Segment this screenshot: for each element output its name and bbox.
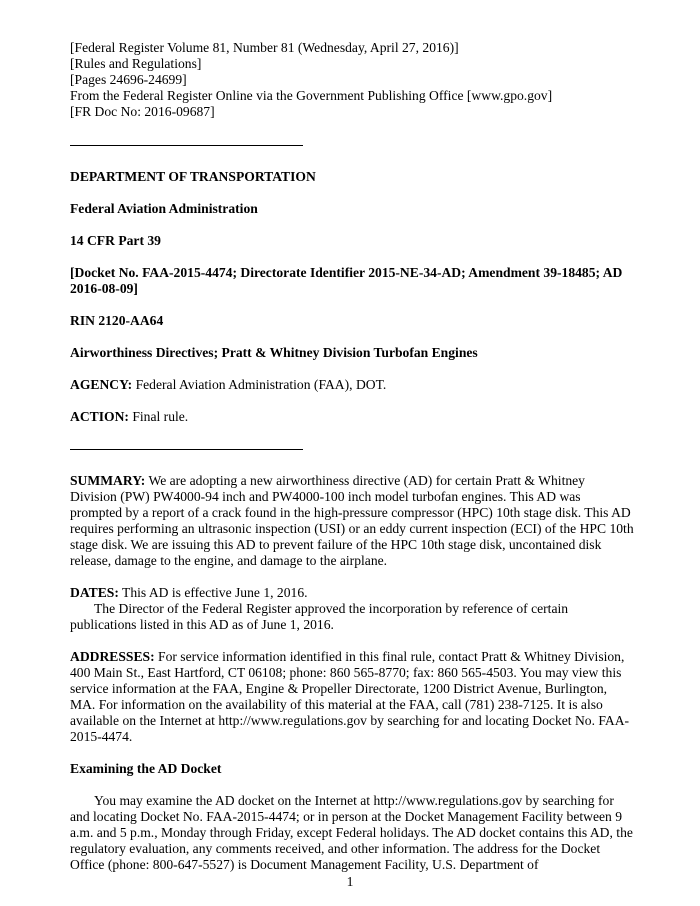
header-line: [Federal Register Volume 81, Number 81 (Wednesday, April 27, 2016)] [70, 40, 459, 55]
dates-label: DATES: [70, 585, 119, 600]
addresses-text: For service information identified in this final rule, contact Pratt & Whitney Division, 400 Main St., East Hartford, CT 06108; phone: 860 565-8770; fax: 860 565-4503. You may view this service information at the FAA, Engine & Propeller Directorate, 1200 District Avenue, Burlington, MA. For information on the availability of this material at the FAA, call (781) 238-7125. It is also available on the Internet at http://www.regulations.gov by searching for and locating Docket No. FAA-2015-4474. [70, 649, 630, 744]
dates-text: This AD is effective June 1, 2016. [118, 585, 308, 600]
summary-label: SUMMARY: [70, 473, 146, 488]
dates-paragraph-2: The Director of the Federal Register approved the incorporation by reference of certain publications listed in this AD as of June 1, 2016. [70, 601, 569, 632]
agency-label: AGENCY: [70, 377, 133, 392]
agency-text: Federal Aviation Administration (FAA), DOT. [132, 377, 387, 392]
action-paragraph [70, 409, 635, 425]
page-number: 1 [346, 874, 354, 889]
action-label: ACTION: [70, 409, 129, 424]
examining-paragraph: You may examine the AD docket on the Internet at http://www.regulations.gov by searching for and locating Docket No. FAA-2015-4474; or in person at the Docket Management Facility between 9 a.m. and 5 p.m., Monday through Friday, except Federal holidays. The AD docket contains this AD, the regulatory evaluation, any comments received, and other information. The address for the Docket Office (phone: 800-647-5527) is Document Management Facility, U.S. Department of [70, 793, 633, 872]
header-line: From the Federal Register Online via the Government Publishing Office [www.gpo.gov] [70, 88, 553, 103]
cfr-heading: 14 CFR Part 39 [70, 233, 161, 248]
rin-heading: RIN 2120-AA64 [70, 313, 164, 328]
docket-heading: [Docket No. FAA-2015-4474; Directorate Identifier 2015-NE-34-AD; Amendment 39-18485; AD 2016-08-09] [70, 265, 623, 296]
addresses-label: ADDRESSES: [70, 649, 155, 664]
divider [70, 449, 303, 450]
dates-paragraph [70, 585, 635, 601]
examining-heading: Examining the AD Docket [70, 761, 222, 776]
agency-paragraph [70, 377, 635, 393]
header-line: [Pages 24696-24699] [70, 72, 187, 87]
divider [70, 145, 303, 146]
header-line: [FR Doc No: 2016-09687] [70, 104, 215, 119]
header-line: [Rules and Regulations] [70, 56, 202, 71]
summary-paragraph [70, 473, 635, 569]
department-heading: DEPARTMENT OF TRANSPORTATION [70, 169, 316, 184]
addresses-paragraph [70, 649, 635, 745]
summary-text: We are adopting a new airworthiness directive (AD) for certain Pratt & Whitney Division (PW) PW4000-94 inch and PW4000-100 inch model turbofan engines. This AD was prompted by a report of a crack found in the high-pressure compressor (HPC) 10th stage disk. This AD requires performing an ultrasonic inspection (USI) or an eddy current inspection (ECI) of the HPC 10th stage disk. We are issuing this AD to prevent failure of the HPC 10th stage disk, uncontained disk release, damage to the engine, and damage to the airplane. [70, 473, 634, 568]
document-title: Airworthiness Directives; Pratt & Whitney Division Turbofan Engines [70, 345, 478, 360]
agency-heading: Federal Aviation Administration [70, 201, 258, 216]
action-text: Final rule. [128, 409, 189, 424]
federal-register-header [70, 40, 635, 120]
document-page [70, 40, 635, 873]
